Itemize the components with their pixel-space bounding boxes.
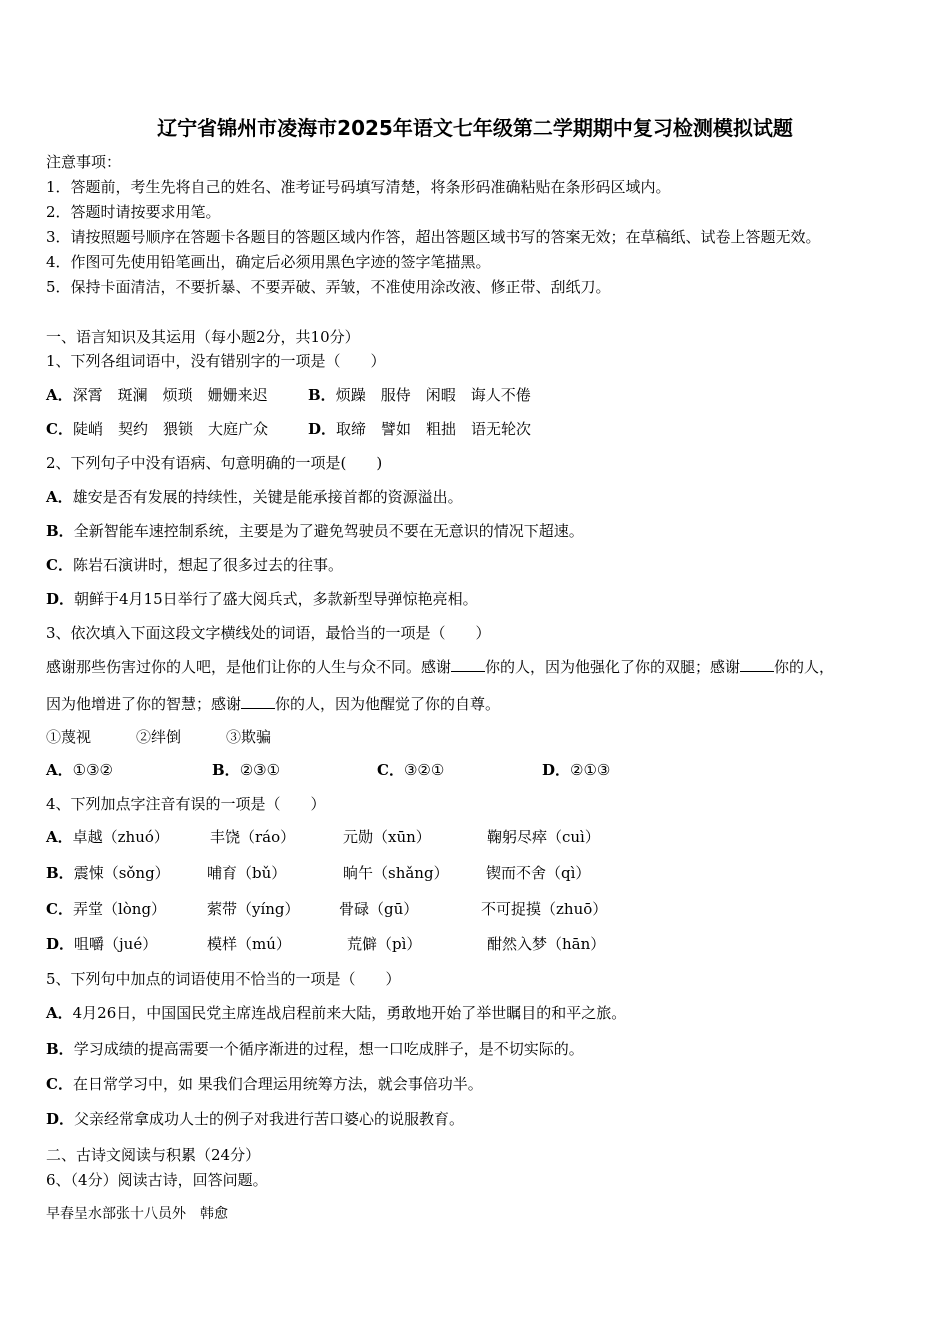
q5-option-a-label: A． bbox=[46, 1004, 73, 1022]
q4-option-a-word: 丰饶（ráo） bbox=[210, 828, 296, 846]
q1-option-d bbox=[308, 419, 531, 439]
q4-option-b bbox=[46, 863, 170, 883]
q1-option-d-label: D． bbox=[308, 420, 337, 438]
q3-option-a bbox=[46, 760, 113, 780]
q5-option-a-text: 4月26日，中国国民党主席连战启程前来大陆，勇敢地开始了举世瞩目的和平之旅。 bbox=[72, 1004, 627, 1022]
q4-option-a-word: 卓越（zhuó） bbox=[72, 828, 169, 846]
q2-option-c bbox=[46, 555, 343, 575]
q3-passage-line-2 bbox=[46, 694, 500, 714]
q4-option-c-word: 不可捉摸（zhuō） bbox=[481, 900, 608, 918]
q3-blank-3 bbox=[241, 694, 275, 709]
q4-option-c bbox=[46, 899, 166, 919]
q1-option-c bbox=[46, 419, 268, 439]
q1-stem: 1、下列各组词语中，没有错别字的一项是（ ） bbox=[46, 352, 386, 370]
notice-item-5: 5．保持卡面清洁，不要折暴、不要弄破、弄皱，不准使用涂改液、修正带、刮纸刀。 bbox=[46, 278, 611, 296]
q2-option-a-text: 雄安是否有发展的持续性，关键是能承接首都的资源溢出。 bbox=[72, 488, 463, 506]
page-title: 辽宁省锦州市凌海市2025年语文七年级第二学期期中复习检测模拟试题 bbox=[157, 116, 793, 140]
q3-option-d-text: ②①③ bbox=[570, 761, 611, 779]
notice-item-4: 4．作图可先使用铅笔画出，确定后必须用黑色字迹的签字笔描黑。 bbox=[46, 253, 491, 271]
q3-stem: 3、依次填入下面这段文字横线处的词语，最恰当的一项是（ ） bbox=[46, 624, 491, 642]
q3-option-b-label: B． bbox=[212, 761, 240, 779]
q2-option-d-label: D． bbox=[46, 590, 75, 608]
q2-option-a bbox=[46, 487, 463, 507]
q3-option-c-text: ③②① bbox=[403, 761, 445, 779]
q4-option-a-word: 鞠躬尽瘁（cuì） bbox=[487, 828, 600, 846]
q4-option-d-word: 咀嚼（jué） bbox=[74, 935, 158, 953]
q1-option-d-text: 取缔 譬如 粗拙 语无轮次 bbox=[336, 420, 532, 438]
q1-option-b bbox=[308, 385, 531, 405]
q4-option-b-word: 震悚（sǒng） bbox=[73, 864, 170, 882]
q5-option-b-text: 学习成绩的提高需要一个循序渐进的过程，想一口吃成胖子，是不切实际的。 bbox=[73, 1040, 584, 1058]
q1-option-a bbox=[46, 385, 268, 405]
q2-option-c-label: C． bbox=[46, 556, 73, 574]
q5-option-d-label: D． bbox=[46, 1110, 75, 1128]
q5-stem: 5、下列句中加点的词语使用不恰当的一项是（ ） bbox=[46, 970, 401, 988]
q5-option-d bbox=[46, 1109, 464, 1129]
poem-title: 早春呈水部张十八员外 韩愈 bbox=[46, 1206, 228, 1222]
notice-heading: 注意事项： bbox=[46, 153, 122, 171]
q5-option-c-label: C． bbox=[46, 1075, 73, 1093]
q1-option-a-label: A． bbox=[46, 386, 73, 404]
q2-option-c-text: 陈岩石演讲时，想起了很多过去的往事。 bbox=[72, 556, 343, 574]
q3-passage-line-1 bbox=[46, 657, 834, 677]
q4-option-d-word: 酣然入梦（hān） bbox=[487, 935, 606, 953]
q4-option-c-word: 萦带（yíng） bbox=[207, 900, 300, 918]
q3-passage-part: 感谢那些伤害过你的人吧，是他们让你的人生与众不同。感谢 bbox=[46, 658, 452, 676]
notice-item-2: 2．答题时请按要求用笔。 bbox=[46, 203, 221, 221]
q3-passage-part: 你的人，因为他强化了你的双腿；感谢 bbox=[485, 658, 741, 676]
q5-option-c bbox=[46, 1074, 483, 1094]
q4-option-b-word: 哺育（bǔ） bbox=[207, 864, 287, 882]
q3-option-b-text: ②③① bbox=[239, 761, 281, 779]
q4-option-d-word: 模样（mú） bbox=[207, 935, 291, 953]
q2-option-d bbox=[46, 589, 478, 609]
q5-option-a bbox=[46, 1003, 626, 1023]
section1-heading: 一、语言知识及其运用（每小题2分，共10分） bbox=[46, 328, 360, 346]
q3-word-choices: ①蔑视 ②绊倒 ③欺骗 bbox=[46, 728, 272, 746]
q5-option-b-label: B． bbox=[46, 1040, 74, 1058]
q2-option-a-label: A． bbox=[46, 488, 73, 506]
q4-option-b-word: 晌午（shǎng） bbox=[343, 864, 449, 882]
q4-option-a bbox=[46, 827, 169, 847]
q1-option-c-label: C． bbox=[46, 420, 73, 438]
q3-blank-1 bbox=[451, 657, 485, 672]
q4-option-a-word: 元勋（xūn） bbox=[343, 828, 431, 846]
q4-option-b-word: 锲而不舍（qì） bbox=[486, 864, 591, 882]
q4-option-a-label: A． bbox=[46, 828, 73, 846]
q6-stem: 6、（4分）阅读古诗，回答问题。 bbox=[46, 1171, 268, 1189]
q3-option-b bbox=[212, 760, 280, 780]
q4-option-c-word: 弄堂（lòng） bbox=[72, 900, 167, 918]
q5-option-d-text: 父亲经常拿成功人士的例子对我进行苦口婆心的说服教育。 bbox=[74, 1110, 465, 1128]
q1-option-b-text: 烦躁 服侍 闲暇 诲人不倦 bbox=[335, 386, 531, 404]
q2-stem: 2、下列句子中没有语病、句意明确的一项是( ) bbox=[46, 454, 383, 472]
q4-option-c-label: C． bbox=[46, 900, 73, 918]
q4-option-c-word: 骨碌（gū） bbox=[339, 900, 419, 918]
q1-option-a-text: 深霄 斑澜 烦琐 姗姗来迟 bbox=[72, 386, 268, 404]
q4-option-b-label: B． bbox=[46, 864, 74, 882]
q3-option-d bbox=[542, 760, 610, 780]
notice-item-1: 1．答题前，考生先将自己的姓名、准考证号码填写清楚，将条形码准确粘贴在条形码区域内。 bbox=[46, 178, 671, 196]
q4-stem: 4、下列加点字注音有误的一项是（ ） bbox=[46, 795, 326, 813]
q3-passage-part: 你的人， bbox=[774, 658, 835, 676]
q3-option-a-text: ①③② bbox=[72, 761, 113, 779]
q3-option-c bbox=[377, 760, 444, 780]
q4-option-d-word: 荒僻（pì） bbox=[347, 935, 422, 953]
q3-blank-2 bbox=[740, 657, 774, 672]
q5-option-c-text: 在日常学习中，如 果我们合理运用统筹方法，就会事倍功半。 bbox=[72, 1075, 483, 1093]
q2-option-b bbox=[46, 521, 584, 541]
q4-option-d bbox=[46, 934, 157, 954]
q3-passage-part: 你的人，因为他醒觉了你的自尊。 bbox=[275, 695, 501, 713]
q3-option-d-label: D． bbox=[542, 761, 571, 779]
notice-item-3: 3．请按照题号顺序在答题卡各题目的答题区域内作答，超出答题区域书写的答案无效；在草稿纸、试卷上答题无效。 bbox=[46, 228, 821, 246]
q3-passage-part: 因为他增进了你的智慧；感谢 bbox=[46, 695, 242, 713]
q2-option-d-text: 朝鲜于4月15日举行了盛大阅兵式，多款新型导弹惊艳亮相。 bbox=[74, 590, 478, 608]
q3-option-a-label: A． bbox=[46, 761, 73, 779]
q1-option-b-label: B． bbox=[308, 386, 336, 404]
q2-option-b-text: 全新智能车速控制系统，主要是为了避免驾驶员不要在无意识的情况下超速。 bbox=[73, 522, 584, 540]
q4-option-d-label: D． bbox=[46, 935, 75, 953]
q2-option-b-label: B． bbox=[46, 522, 74, 540]
q1-option-c-text: 陡峭 契约 猥锁 大庭广众 bbox=[72, 420, 268, 438]
q5-option-b bbox=[46, 1039, 584, 1059]
q3-option-c-label: C． bbox=[377, 761, 404, 779]
section2-heading: 二、古诗文阅读与积累（24分） bbox=[46, 1146, 261, 1164]
